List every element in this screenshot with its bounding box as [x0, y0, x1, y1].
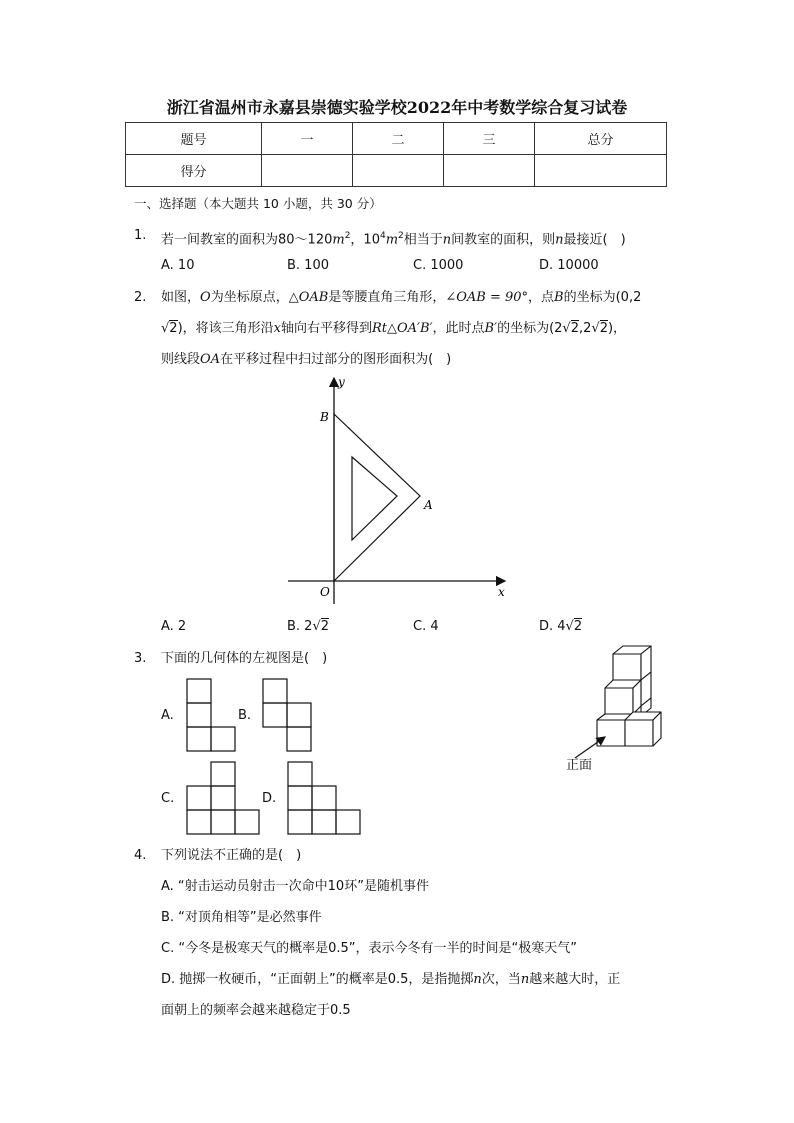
- q2-math: B′: [484, 321, 498, 336]
- score-table-header-row: [126, 123, 667, 155]
- q2-text: 的坐标为(2: [497, 321, 563, 336]
- q2-math: O: [200, 290, 211, 305]
- q2-math: Rt△OA′B′: [372, 321, 433, 336]
- q1-text: ，10: [350, 232, 380, 248]
- q2-text: 则线段: [161, 352, 201, 367]
- q2-line1: [161, 290, 641, 306]
- outer-triangle: [334, 414, 420, 581]
- q4-stem: 下列说法不正确的是( ): [161, 848, 302, 863]
- q2-option-a[interactable]: A. 2: [161, 619, 187, 634]
- q2-text: 在平移过程中扫过部分的图形面积为( ): [220, 352, 452, 367]
- front-arrow: [575, 737, 605, 758]
- q2-number: 2.: [134, 290, 147, 305]
- q1-option-a[interactable]: A. 10: [161, 258, 195, 273]
- q2-math: OA: [200, 352, 221, 367]
- q3-option-b-figure[interactable]: [262, 678, 312, 752]
- q2-radicand: 2: [599, 321, 608, 336]
- q1-option-c[interactable]: C. 1000: [413, 258, 464, 273]
- q3-option-c-figure[interactable]: [186, 761, 260, 835]
- score-table-row: [126, 155, 667, 187]
- q2-option-d[interactable]: D. 4√2: [539, 619, 583, 634]
- q2-radicand: 2: [169, 321, 178, 336]
- q2-option-d-text: D. 4: [539, 619, 566, 634]
- score-header-cell: 二: [353, 123, 444, 155]
- q2-line2: √2)，将该三角形沿x轴向右平移得到Rt△OA′B′，此时点B′的坐标为(2√2,2√2)，: [161, 321, 627, 336]
- q3-option-d-figure[interactable]: [287, 761, 361, 835]
- score-table: [125, 122, 667, 187]
- q2-math: △OAB: [288, 290, 329, 305]
- q1-text: 最接近( ): [563, 232, 626, 248]
- inner-triangle: [352, 457, 397, 540]
- q2-radicand: 2: [570, 321, 579, 336]
- q2-text: 是等腰直角三角形，: [328, 290, 446, 305]
- q2-text: )，将该三角形沿: [177, 321, 274, 336]
- q4-d-math: n: [473, 972, 482, 987]
- q1-option-b[interactable]: B. 100: [287, 258, 329, 273]
- q2-text: ，此时点: [432, 321, 485, 336]
- q4-option-c[interactable]: C. “今冬是极寒天气的概率是0.5”，表示今冬有一半的时间是“极寒天气”: [161, 941, 577, 956]
- q4-option-d-line2: 面朝上的频率会越来越稳定于0.5: [161, 1003, 351, 1018]
- q1-stem: [161, 228, 626, 248]
- label-x: x: [498, 585, 505, 599]
- q4-option-d[interactable]: [161, 972, 620, 988]
- q3-option-a-figure[interactable]: [186, 678, 236, 752]
- q4-d-math: n: [520, 972, 530, 987]
- q4-d-text: 越来越大时，正: [529, 972, 621, 987]
- q3-label-b[interactable]: B.: [238, 708, 252, 723]
- score-row-label: 得分: [126, 155, 262, 187]
- q2-option-b-text: B. 2: [287, 619, 313, 634]
- q1-sup: 2: [398, 231, 404, 241]
- q1-text: 相当于: [403, 232, 443, 248]
- q4-d-text: 次，当: [481, 972, 521, 987]
- q1-math: n: [555, 232, 564, 248]
- q3-label-a[interactable]: A.: [161, 708, 174, 723]
- q4-option-b[interactable]: B. “对顶角相等”是必然事件: [161, 910, 322, 925]
- q2-text: )，: [607, 321, 627, 336]
- q2-math: x: [273, 321, 281, 336]
- q1-sup: 4: [379, 231, 386, 241]
- q1-math: n: [442, 232, 452, 248]
- score-header-cell: 三: [444, 123, 535, 155]
- score-input-cell[interactable]: [353, 155, 444, 187]
- q1-number: 1.: [134, 228, 147, 243]
- q2-text: 为坐标原点，: [210, 290, 289, 305]
- q3-stem: 下面的几何体的左视图是( ): [161, 651, 328, 666]
- q2-option-d-radicand: 2: [573, 619, 583, 634]
- q1-text: 若一间教室的面积为80～120: [161, 232, 333, 248]
- q2-option-c[interactable]: C. 4: [413, 619, 439, 634]
- q2-text: 如图，: [161, 290, 201, 305]
- q2-line3: [161, 352, 451, 368]
- q1-option-d[interactable]: D. 10000: [539, 258, 599, 273]
- q4-d-text: D. 抛掷一枚硬币，“正面朝上”的概率是0.5，是指抛掷: [161, 972, 474, 987]
- q2-text: ,2: [578, 321, 592, 336]
- q4-number: 4.: [134, 848, 147, 863]
- q1-sup: 2: [344, 231, 351, 241]
- q2-math: ∠OAB = 90°: [445, 290, 529, 305]
- q2-coordinate-figure: [280, 372, 520, 607]
- page-title: 浙江省温州市永嘉县崇德实验学校2022年中考数学综合复习试卷: [166, 98, 628, 117]
- front-view-label: 正面: [566, 758, 593, 773]
- q1-math: m: [332, 232, 345, 248]
- q4-option-a[interactable]: A. “射击运动员射击一次命中10环”是随机事件: [161, 879, 429, 894]
- label-a: A: [424, 498, 433, 512]
- q2-text: 的坐标为(0,2: [563, 290, 642, 305]
- q2-math: B: [554, 290, 564, 305]
- q3-label-c[interactable]: C.: [161, 791, 175, 806]
- label-origin: O: [320, 585, 330, 599]
- q1-text: 间教室的面积，则: [451, 232, 556, 248]
- q2-text: 轴向右平移得到: [281, 321, 373, 336]
- score-input-cell[interactable]: [262, 155, 353, 187]
- score-header-cell: 一: [262, 123, 353, 155]
- score-header-cell: 题号: [126, 123, 262, 155]
- label-y: y: [338, 375, 345, 389]
- score-input-cell[interactable]: [444, 155, 535, 187]
- q3-number: 3.: [134, 651, 147, 666]
- q1-math: m: [385, 232, 399, 248]
- section-heading: 一、选择题（本大题共 10 小题，共 30 分）: [134, 196, 382, 211]
- score-input-cell[interactable]: [535, 155, 667, 187]
- q2-option-b[interactable]: B. 2√2: [287, 619, 330, 634]
- q2-text: ，点: [528, 290, 555, 305]
- q2-option-b-radicand: 2: [320, 619, 330, 634]
- label-b: B: [320, 410, 329, 424]
- score-header-cell: 总分: [535, 123, 667, 155]
- q3-label-d[interactable]: D.: [262, 791, 277, 806]
